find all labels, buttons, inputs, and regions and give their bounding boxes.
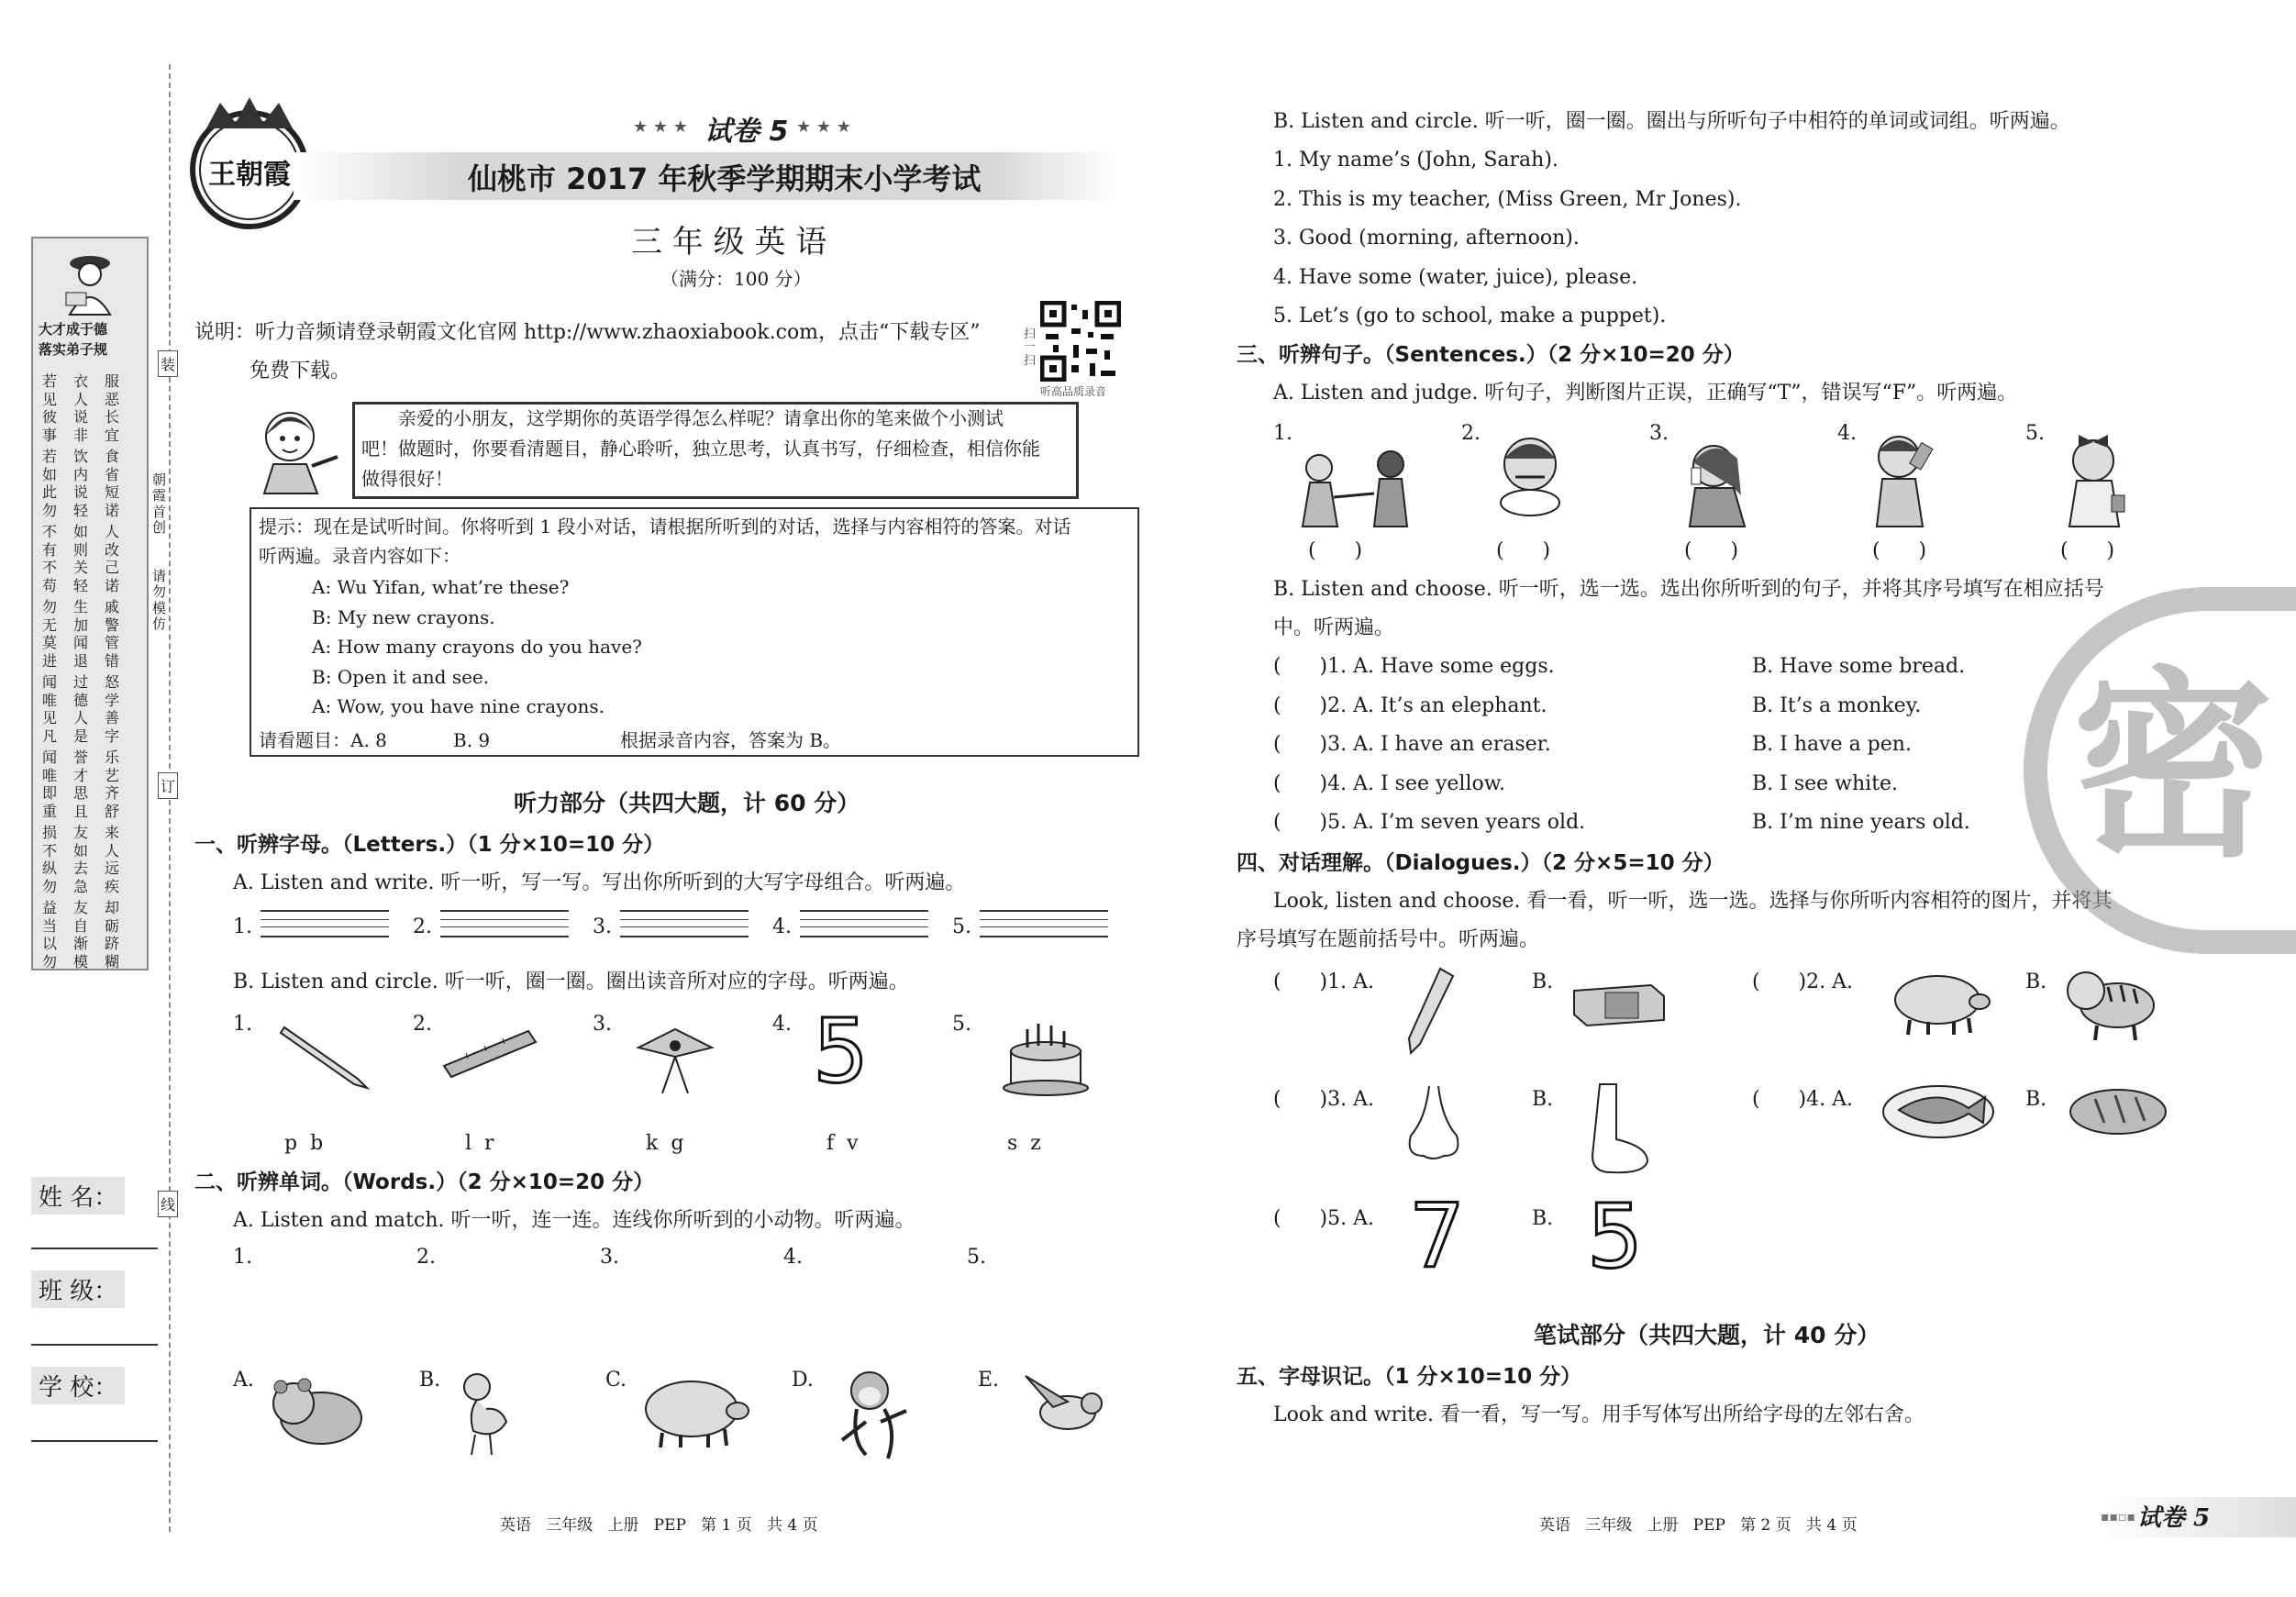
tip-line: 听两遍。录音内容如下： bbox=[259, 545, 460, 567]
margin-motto-1: 大才成于德 bbox=[39, 321, 108, 338]
duck-icon bbox=[449, 1367, 523, 1458]
exam-title: 仙桃市 2017 年秋季学期期末小学考试 bbox=[468, 161, 982, 196]
margin-verse-column: 友自渐模 bbox=[73, 899, 89, 970]
subject-title: 三 年 级 英 语 bbox=[631, 224, 827, 261]
name-field[interactable] bbox=[31, 1248, 158, 1249]
audio-note: 说明：听力音频请登录朝霞文化官网 http://www.zhaoxiabook.com，点击“下载专区” bbox=[194, 321, 981, 344]
tip-option-b: B. 9 bbox=[453, 729, 491, 751]
section-5a: Look and write. 看一看，写一写。用手写体写出所给字母的左邻右舍。 bbox=[1273, 1403, 1925, 1426]
circle-number: 1. bbox=[233, 1013, 252, 1036]
circle-sentence[interactable]: 2. This is my teacher, (Miss Green, Mr Jones). bbox=[1273, 187, 1742, 211]
bird-icon bbox=[1016, 1370, 1108, 1444]
series-label: 试卷 5 bbox=[704, 116, 789, 148]
judge-number: 3. bbox=[1649, 422, 1669, 445]
margin-motto-2: 落实弟子规 bbox=[39, 341, 108, 358]
judge-answer-box[interactable]: ( ) bbox=[2060, 539, 2115, 562]
star-decor-right: ★ ★ ★ bbox=[796, 117, 851, 137]
margin-verse-column: 过德人是 bbox=[73, 673, 89, 745]
girl-drinking-icon bbox=[1668, 431, 1769, 527]
animal-option-letter: E. bbox=[978, 1369, 1000, 1392]
tip-line: 提示：现在是试听时间。你将听到 1 段小对话，请根据所听到的对话，选择与内容相符的答案。对话 bbox=[259, 516, 1071, 538]
choose-option-a[interactable]: ( )5. A. I’m seven years old. bbox=[1273, 811, 1586, 834]
section-1a: A. Listen and write. 听一听，写一写。写出你所听到的大写字母组合。听两遍。 bbox=[233, 871, 966, 894]
writing-title: 笔试部分（共四大题，计 40 分） bbox=[1534, 1322, 1880, 1348]
margin-verse-column: 若如此勿 bbox=[42, 448, 58, 519]
letter-pair-option[interactable]: s z bbox=[1007, 1132, 1041, 1155]
section-3b-line-1: B. Listen and choose. 听一听，选一选。选出你所听到的句子，并将其序号填写在相应括号 bbox=[1273, 578, 2104, 601]
margin-verse-column: 如则关轻 bbox=[73, 523, 89, 594]
circle-sentence[interactable]: 4. Have some (water, juice), please. bbox=[1273, 265, 1638, 289]
letter-writing-lines[interactable] bbox=[620, 910, 749, 937]
circle-number: 2. bbox=[413, 1013, 432, 1036]
letter-writing-lines[interactable] bbox=[261, 910, 389, 937]
judge-answer-box[interactable]: ( ) bbox=[1308, 539, 1363, 562]
cut-mark: 订 bbox=[158, 772, 178, 799]
vertical-label-2: 请勿模仿 bbox=[152, 568, 167, 632]
match-number: 3. bbox=[600, 1246, 619, 1269]
letter-pair-option[interactable]: l r bbox=[465, 1132, 494, 1155]
margin-verse-column: 戚警管错 bbox=[105, 598, 120, 670]
letter-writing-lines[interactable] bbox=[980, 910, 1108, 937]
section-2-title: 二、听辨单词。（Words.）（2 分×10=20 分） bbox=[194, 1170, 655, 1194]
page-1-footer: 英语 三年级 上册 PEP 第 1 页 共 4 页 bbox=[500, 1516, 818, 1535]
dialogue-item-3[interactable]: ( )3. A. bbox=[1273, 1088, 1374, 1111]
tip-question: 请看题目：A. 8 bbox=[259, 729, 387, 751]
margin-verse-column: 乐艺齐舒 bbox=[105, 749, 120, 820]
circle-sentence[interactable]: 3. Good (morning, afternoon). bbox=[1273, 227, 1580, 250]
option-b-label: B. bbox=[1532, 1088, 1554, 1111]
qr-side-label: 扫一扫 bbox=[1024, 327, 1037, 368]
judge-number: 4. bbox=[1837, 422, 1857, 445]
listening-title: 听力部分（共四大题，计 60 分） bbox=[514, 790, 860, 816]
judge-answer-box[interactable]: ( ) bbox=[1872, 539, 1927, 562]
margin-verse-column: 食省短诺 bbox=[105, 448, 120, 519]
tip-answer: 根据录音内容，答案为 B。 bbox=[620, 729, 842, 751]
two-kids-sharing-icon bbox=[1288, 446, 1425, 528]
margin-verse-column: 饮内说轻 bbox=[73, 448, 89, 519]
margin-verse-column: 生加闻退 bbox=[73, 598, 89, 670]
ruler-icon bbox=[440, 1026, 541, 1081]
class-field[interactable] bbox=[31, 1344, 158, 1346]
match-number: 1. bbox=[233, 1246, 252, 1269]
letter-pair-option[interactable]: k g bbox=[646, 1132, 684, 1155]
section-2b: B. Listen and circle. 听一听，圈一圈。圈出与所听句子中相符的单词或词组。听两遍。 bbox=[1273, 110, 2070, 133]
section-3a: A. Listen and judge. 听句子，判断图片正误，正确写“T”，错误写“F”。听两遍。 bbox=[1273, 382, 2018, 405]
judge-answer-box[interactable]: ( ) bbox=[1684, 539, 1739, 562]
match-number: 4. bbox=[783, 1246, 803, 1269]
class-label: 班 级： bbox=[31, 1270, 125, 1308]
name-label: 姓 名： bbox=[31, 1177, 125, 1214]
girl-cartoon-icon bbox=[246, 400, 347, 496]
margin-verse-column: 勿无莫进 bbox=[42, 598, 58, 670]
scholar-figure-icon bbox=[53, 243, 127, 316]
bear-icon bbox=[266, 1367, 367, 1449]
margin-verse-column: 怒学善字 bbox=[105, 673, 120, 745]
page-2-footer: 英语 三年级 上册 PEP 第 2 页 共 4 页 bbox=[1539, 1516, 1858, 1535]
margin-verse-column: 衣人说非 bbox=[73, 372, 89, 444]
school-field[interactable] bbox=[31, 1440, 158, 1442]
section-4-title: 四、对话理解。（Dialogues.）（2 分×5=10 分） bbox=[1237, 851, 1725, 875]
girl-with-bow-icon bbox=[2051, 426, 2143, 528]
cut-mark: 装 bbox=[158, 350, 178, 377]
margin-verse-column: 人改己诺 bbox=[105, 523, 120, 594]
animal-option-letter: C. bbox=[605, 1369, 627, 1392]
pig-icon bbox=[1884, 963, 1994, 1037]
animal-option-letter: D. bbox=[792, 1369, 814, 1392]
kite-icon bbox=[629, 1020, 721, 1103]
option-b-label: B. bbox=[2025, 1088, 2047, 1111]
dialogue-item-1[interactable]: ( )1. A. bbox=[1273, 970, 1374, 993]
circle-number: 4. bbox=[772, 1013, 792, 1036]
choose-option-a[interactable]: ( )4. A. I see yellow. bbox=[1273, 771, 1505, 795]
svg-text:王朝霞: 王朝霞 bbox=[208, 159, 291, 191]
circle-number: 5. bbox=[952, 1013, 971, 1036]
margin-verse-column: 闻唯见凡 bbox=[42, 673, 58, 745]
qr-caption: 听高品质录音 bbox=[1040, 385, 1107, 398]
margin-verse-column: 友如去急 bbox=[73, 824, 89, 895]
dialog-line: A: Wow, you have nine crayons. bbox=[312, 695, 605, 717]
margin-verse-column: 闻唯即重 bbox=[42, 749, 58, 820]
confidential-watermark: 密 bbox=[2024, 587, 2296, 954]
circle-sentence[interactable]: 5. Let’s (go to school, make a puppet). bbox=[1273, 305, 1667, 327]
choose-option-a[interactable]: ( )3. A. I have an eraser. bbox=[1273, 733, 1551, 756]
match-number: 2. bbox=[416, 1246, 436, 1269]
dialog-line: A: Wu Yifan, what’re these? bbox=[312, 576, 570, 598]
nose-icon bbox=[1402, 1082, 1466, 1161]
dialog-line: A: How many crayons do you have? bbox=[312, 636, 642, 658]
judge-number: 2. bbox=[1461, 422, 1481, 445]
pig-icon bbox=[635, 1369, 754, 1451]
dialog-line: B: My new crayons. bbox=[312, 605, 495, 628]
choose-option-b: B. I have a pen. bbox=[1752, 733, 1912, 756]
section-2a: A. Listen and match. 听一听，连一连。连线你所听到的小动物。听两遍。 bbox=[233, 1209, 915, 1232]
school-label: 学 校： bbox=[31, 1367, 125, 1404]
series-tag: 试卷 5 bbox=[2137, 1504, 2211, 1532]
cut-mark: 线 bbox=[158, 1191, 178, 1217]
dialogue-item-4[interactable]: ( )4. A. bbox=[1752, 1088, 1853, 1111]
write-number: 1. bbox=[233, 915, 252, 938]
margin-verse-column: 若见彼事 bbox=[42, 372, 58, 444]
score-note: （满分：100 分） bbox=[660, 268, 812, 290]
boy-eating-icon bbox=[1484, 431, 1576, 527]
margin-verse-column: 益当以勿 bbox=[42, 899, 58, 970]
choose-option-b: B. It’s a monkey. bbox=[1752, 693, 1922, 717]
dialogue-item-5[interactable]: ( )5. A. bbox=[1273, 1207, 1374, 1230]
pencil-icon bbox=[275, 1018, 376, 1092]
letter-writing-lines[interactable] bbox=[440, 910, 569, 937]
option-b-label: B. bbox=[1532, 970, 1554, 993]
star-decor-left: ★ ★ ★ bbox=[633, 117, 688, 137]
choose-option-a[interactable]: ( )1. A. Have some eggs. bbox=[1273, 655, 1555, 678]
qr-code-icon[interactable] bbox=[1040, 301, 1121, 382]
option-b-label: B. bbox=[1532, 1207, 1554, 1230]
monkey-icon bbox=[829, 1367, 921, 1468]
judge-number: 5. bbox=[2025, 422, 2045, 445]
boy-drinking-icon bbox=[1857, 426, 1948, 528]
margin-verse-column: 誉才思且 bbox=[73, 749, 89, 820]
choose-option-b: B. I’m nine years old. bbox=[1752, 811, 1970, 834]
write-number: 5. bbox=[952, 915, 971, 938]
digit-five-outline: 5 bbox=[1587, 1185, 1644, 1288]
choose-option-a[interactable]: ( )2. A. It’s an elephant. bbox=[1273, 693, 1547, 717]
dialogue-item-2[interactable]: ( )2. A. bbox=[1752, 970, 1853, 993]
section-4-line-1: Look, listen and choose. 看一看，听一听，选一选。选择与你所听内容相符的图片，并将其 bbox=[1273, 890, 2113, 913]
letter-pair-option[interactable]: p b bbox=[284, 1132, 324, 1155]
margin-verse-column: 服恶长宜 bbox=[105, 372, 120, 444]
section-5-title: 五、字母识记。（1 分×10=10 分） bbox=[1237, 1365, 1582, 1389]
margin-verse-column: 损不纵勿 bbox=[42, 824, 58, 895]
write-number: 3. bbox=[593, 915, 612, 938]
margin-verse-column: 来人远疾 bbox=[105, 824, 120, 895]
match-number: 5. bbox=[967, 1246, 986, 1269]
option-b-label: B. bbox=[2025, 970, 2047, 993]
vertical-label-1: 朝霞首创 bbox=[152, 471, 167, 536]
birthday-cake-icon bbox=[1000, 1013, 1092, 1097]
judge-answer-box[interactable]: ( ) bbox=[1496, 539, 1551, 562]
intro-line: 亲爱的小朋友，这学期你的英语学得怎么样呢？请拿出你的笔来做个小测试 bbox=[398, 407, 1004, 429]
foot-icon bbox=[1574, 1082, 1657, 1178]
footer-squares: ▪▪▫▪ bbox=[2101, 1510, 2135, 1525]
section-3b-line-2: 中。听两遍。 bbox=[1273, 616, 1395, 639]
digit-seven-outline: 7 bbox=[1409, 1185, 1466, 1288]
section-1b: B. Listen and circle. 听一听，圈一圈。圈出读音所对应的字母。听两遍。 bbox=[233, 970, 909, 993]
dialog-line: B: Open it and see. bbox=[312, 665, 490, 688]
audio-note-2: 免费下载。 bbox=[250, 360, 351, 383]
section-1-title: 一、听辨字母。（Letters.）（1 分×10=10 分） bbox=[194, 833, 665, 857]
judge-number: 1. bbox=[1273, 422, 1292, 445]
animal-option-letter: B. bbox=[419, 1369, 441, 1392]
section-3-title: 三、听辨句子。（Sentences.）（2 分×10=20 分） bbox=[1237, 343, 1745, 367]
margin-verse-column: 却砺跻糊 bbox=[105, 899, 120, 970]
margin-verse-column: 不有不苟 bbox=[42, 523, 58, 594]
letter-pair-option[interactable]: f v bbox=[826, 1132, 859, 1155]
fish-plate-icon bbox=[1880, 1077, 1996, 1141]
choose-option-b: B. Have some bread. bbox=[1752, 655, 1966, 678]
tiger-icon bbox=[2060, 959, 2161, 1042]
digit-five-outline: 5 bbox=[813, 1000, 870, 1103]
animal-option-letter: A. bbox=[233, 1369, 254, 1392]
intro-line: 吧！做题时，你要看清题目，静心聆听，独立思考，认真书写，仔细检查，相信你能 bbox=[361, 438, 1040, 460]
intro-line: 做得很好！ bbox=[361, 468, 453, 490]
circle-sentence[interactable]: 1. My name’s (John, Sarah). bbox=[1273, 149, 1558, 172]
section-4-line-2: 序号填写在题前括号中。听两遍。 bbox=[1237, 928, 1540, 951]
choose-option-b: B. I see white. bbox=[1752, 771, 1899, 795]
bread-icon bbox=[2068, 1086, 2168, 1137]
circle-number: 3. bbox=[593, 1013, 612, 1036]
write-number: 4. bbox=[772, 915, 792, 938]
pencil-icon bbox=[1403, 965, 1459, 1057]
letter-writing-lines[interactable] bbox=[800, 910, 928, 937]
write-number: 2. bbox=[413, 915, 432, 938]
eraser-icon bbox=[1569, 976, 1669, 1031]
